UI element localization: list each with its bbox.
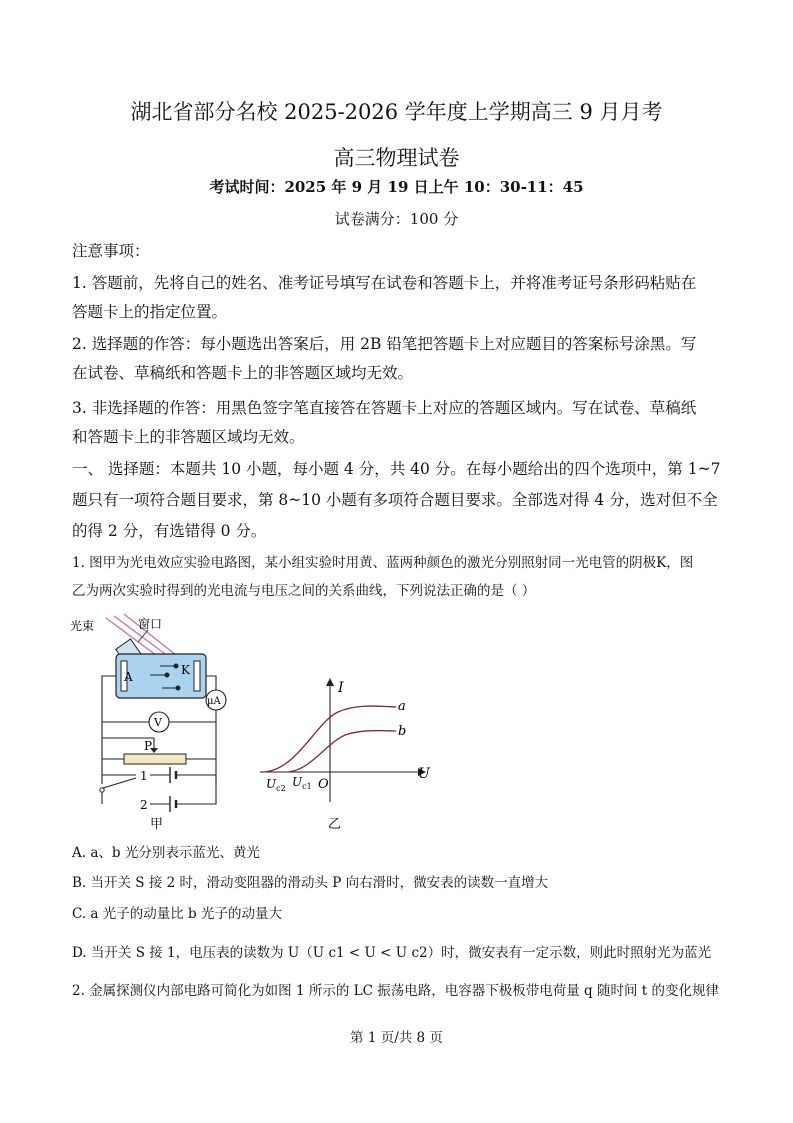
- note-3-line-1: 3. 非选择题的作答：用黑色签字笔直接答在答题卡上对应的答题区域内。写在试卷、草稿纸: [72, 399, 697, 417]
- note-1-line-2: 答题卡上的指定位置。: [72, 303, 228, 321]
- label-voltmeter: V: [154, 716, 162, 729]
- q2-stem-line-1: 2. 金属探测仪内部电路可简化为如图 1 所示的 LC 振荡电路，电容器下极板带电荷量 q 随时间 t 的变化规律: [72, 983, 719, 999]
- label-anode: A: [124, 670, 133, 684]
- section1-line-3: 的得 2 分，有选错得 0 分。: [72, 522, 267, 540]
- rheostat: [124, 754, 186, 764]
- page-footer: 第 1 页/共 8 页: [350, 1030, 443, 1046]
- exam-subtitle: 高三物理试卷: [333, 146, 460, 170]
- circuit-diagram-jia: [70, 614, 226, 832]
- exam-title: 湖北省部分名校 2025-2026 学年度上学期高三 9 月月考: [130, 100, 663, 124]
- label-switch-2: 2: [140, 798, 148, 812]
- label-i-axis: I: [338, 680, 344, 696]
- label-jia: 甲: [150, 817, 164, 832]
- electron-dot: [165, 673, 170, 678]
- electron-dot: [174, 664, 179, 669]
- label-yi: 乙: [328, 817, 342, 832]
- label-light-beam: 光束: [70, 619, 95, 633]
- label-switch-1: 1: [140, 769, 148, 783]
- note-2-line-1: 2. 选择题的作答：每小题选出答案后，用 2B 铅笔把答题卡上对应题目的答案标号涂黑。写: [72, 335, 697, 353]
- switch-blade: [103, 778, 136, 788]
- label-u-axis: U: [418, 766, 430, 782]
- label-curve-b: b: [398, 724, 407, 739]
- section1-line-1: 一、 选择题：本题共 10 小题，每小题 4 分，共 40 分。在每小题给出的四个选项中，第 1~7: [72, 460, 721, 478]
- cathode-plate: [194, 661, 200, 691]
- q1-stem-line-1: 1. 图甲为光电效应实验电路图，某小组实验时用黄、蓝两种颜色的激光分别照射同一光电管的阴极K，图: [72, 555, 694, 571]
- section1-line-2: 题只有一项符合题目要求，第 8~10 小题有多项符合题目要求。全部选对得 4 分，选对但不全: [72, 491, 718, 509]
- note-3-line-2: 和答题卡上的非答题区域均无效。: [72, 428, 305, 446]
- label-microammeter: μA: [207, 696, 221, 707]
- q1-option-c: C. a 光子的动量比 b 光子的动量大: [72, 906, 282, 922]
- label-origin: O: [318, 777, 329, 792]
- curve-b: [288, 731, 396, 772]
- wire-left: [102, 676, 116, 784]
- q1-option-a: A. a、b 光分别表示蓝光、黄光: [72, 845, 260, 861]
- q1-figure: [66, 612, 436, 842]
- label-uc1: $U_{c1}$: [292, 775, 312, 791]
- i-axis-arrow: [326, 678, 334, 686]
- wire-battery-2-right: [176, 775, 216, 804]
- note-2-line-2: 在试卷、草稿纸和答题卡上的非答题区域均无效。: [72, 364, 414, 382]
- exam-time: 考试时间：2025 年 9 月 19 日上午 10：30-11：45: [209, 178, 584, 196]
- q1-option-b: B. 当开关 S 接 2 时，滑动变阻器的滑动头 P 向右滑时，微安表的读数一直增大: [72, 875, 549, 891]
- full-score: 试卷满分：100 分: [334, 210, 459, 228]
- electron-dot: [176, 686, 181, 691]
- wire-to-microammeter: [206, 676, 216, 690]
- label-slider-p: P: [144, 739, 153, 753]
- notes-heading: 注意事项：: [72, 242, 150, 260]
- label-uc2: $U_{c2}$: [266, 777, 286, 793]
- q1-option-d: D. 当开关 S 接 1，电压表的读数为 U（U c1 < U < U c2）时，微安表有一定示数，则此时照射光为蓝光: [72, 945, 712, 961]
- label-curve-a: a: [398, 699, 406, 714]
- curve-a: [262, 706, 396, 772]
- q1-stem-line-2: 乙为两次实验时得到的光电流与电压之间的关系曲线，下列说法正确的是（ ）: [72, 583, 536, 599]
- label-cathode: K: [181, 663, 190, 677]
- graph-yi: [260, 678, 431, 832]
- label-window: 窗口: [138, 617, 163, 631]
- note-1-line-1: 1. 答题前，先将自己的姓名、准考证号填写在试卷和答题卡上，并将准考证号条形码粘贴在: [72, 274, 697, 292]
- switch-pivot: [100, 788, 104, 792]
